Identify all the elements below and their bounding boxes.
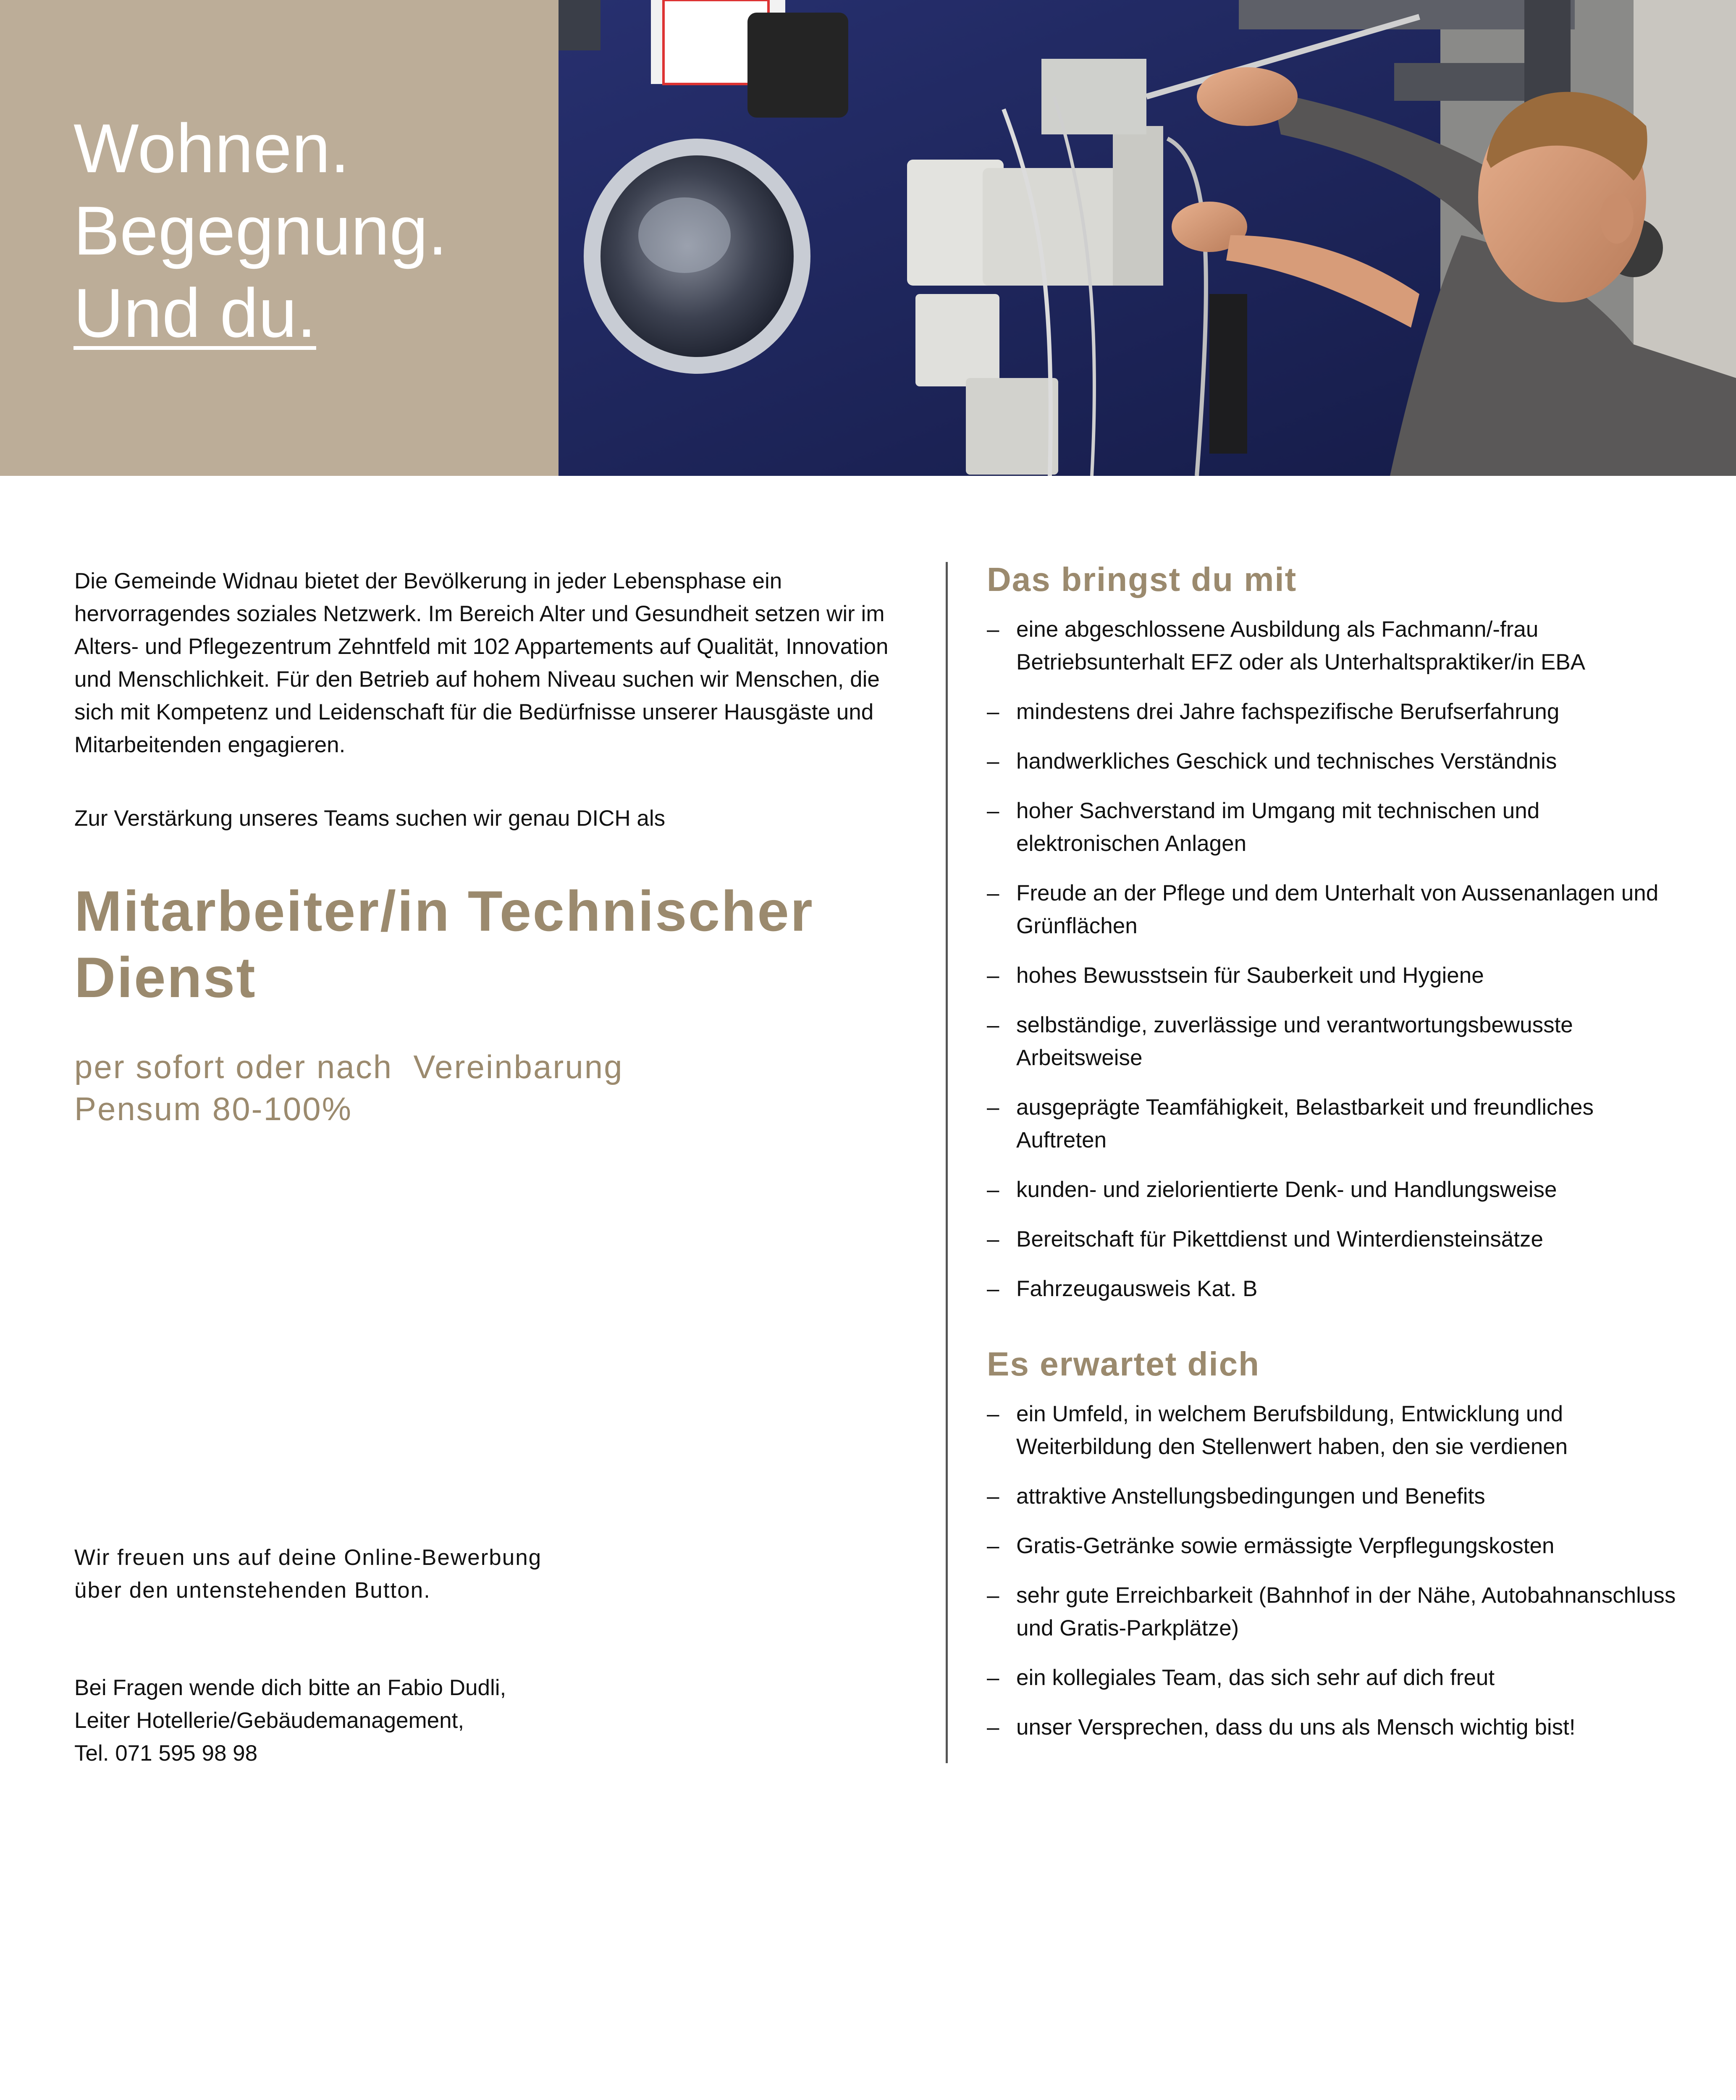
requirement-item-text: hohes Bewusstsein für Sauberkeit und Hygiene: [1016, 963, 1484, 988]
job-start: per sofort oder nach Vereinbarung: [74, 1048, 624, 1085]
benefit-item: [987, 1711, 1680, 1744]
hero-photo-technician: [559, 0, 1736, 476]
benefit-item-text: unser Versprechen, dass du uns als Mensch wichtig bist!: [1016, 1715, 1576, 1740]
hero-line-1: Wohnen.: [73, 110, 350, 187]
job-workload: Pensum 80-100%: [74, 1090, 353, 1127]
requirement-item: [987, 745, 1680, 778]
requirement-item-text: selbständige, zuverlässige und verantwortungsbewusste Arbeitsweise: [1016, 1013, 1573, 1070]
bullet-dash-icon: –: [987, 1177, 999, 1202]
hero-line-2: Begegnung.: [73, 192, 448, 269]
requirement-item: [987, 613, 1680, 679]
bullet-dash-icon: –: [987, 1665, 999, 1690]
benefit-item: [987, 1530, 1680, 1562]
benefit-item: [987, 1398, 1680, 1463]
bullet-dash-icon: –: [987, 1484, 999, 1509]
photo-illustration: [559, 0, 1736, 476]
hero-panel: [0, 0, 559, 476]
requirements-list: [987, 613, 1680, 1305]
requirement-item-text: handwerkliches Geschick und technisches Verständnis: [1016, 749, 1557, 774]
requirement-item-text: ausgeprägte Teamfähigkeit, Belastbarkeit und freundliches Auftreten: [1016, 1095, 1594, 1152]
requirement-item: [987, 696, 1680, 728]
column-divider: [946, 562, 948, 1763]
requirements-heading: Das bringst du mit: [987, 561, 1297, 598]
lead-sentence: Zur Verstärkung unseres Teams suchen wir genau DICH als: [74, 806, 666, 831]
apply-line-2: über den untenstehenden Button.: [74, 1578, 431, 1603]
requirement-item-text: Bereitschaft für Pikettdienst und Winterdiensteinsätze: [1016, 1227, 1543, 1252]
requirement-item: [987, 1223, 1680, 1256]
benefit-item-text: attraktive Anstellungsbedingungen und Benefits: [1016, 1484, 1485, 1509]
apply-line-1: Wir freuen uns auf deine Online-Bewerbung: [74, 1545, 542, 1570]
requirement-item-text: Freude an der Pflege und dem Unterhalt von Aussenanlagen und Grünflächen: [1016, 881, 1659, 938]
right-column: [987, 559, 1680, 1761]
bullet-dash-icon: –: [987, 1095, 999, 1120]
contact-line-1: Bei Fragen wende dich bitte an Fabio Dudli,: [74, 1675, 506, 1700]
benefits-heading: Es erwartet dich: [987, 1345, 1260, 1383]
hero-headline: [73, 107, 447, 354]
hero-line-3: Und du.: [73, 274, 316, 352]
benefit-item-text: sehr gute Erreichbarkeit (Bahnhof in der Nähe, Autobahnanschluss und Gratis-Parkplätze): [1016, 1583, 1676, 1641]
benefits-list: [987, 1398, 1680, 1744]
bullet-dash-icon: –: [987, 881, 999, 906]
benefit-item-text: Gratis-Getränke sowie ermässigte Verpflegungskosten: [1016, 1533, 1555, 1558]
bullet-dash-icon: –: [987, 963, 999, 988]
benefit-item: [987, 1662, 1680, 1694]
requirement-item: [987, 1009, 1680, 1074]
requirement-item: [987, 959, 1680, 992]
requirement-item-text: hoher Sachverstand im Umgang mit technischen und elektronischen Anlagen: [1016, 798, 1540, 856]
requirement-item-text: Fahrzeugausweis Kat. B: [1016, 1276, 1258, 1301]
bullet-dash-icon: –: [987, 749, 999, 774]
benefit-item: [987, 1579, 1680, 1645]
bullet-dash-icon: –: [987, 1276, 999, 1301]
bullet-dash-icon: –: [987, 617, 999, 642]
bullet-dash-icon: –: [987, 1402, 999, 1426]
benefit-item: [987, 1480, 1680, 1513]
requirement-item: [987, 1173, 1680, 1206]
bullet-dash-icon: –: [987, 1715, 999, 1740]
bullet-dash-icon: –: [987, 1013, 999, 1037]
intro-paragraph: Die Gemeinde Widnau bietet der Bevölkerung in jeder Lebensphase ein hervorragendes soziales Netzwerk. Im Bereich Alter und Gesundheit setzen wir im Alters- und Pflegezentrum Zehntfeld mit 102 Appartements auf Qualität, Innovation und Menschlichkeit. Für den Betrieb auf hohem Niveau suchen wir Menschen, die sich mit Kompetenz und Leidenschaft für die Bedürfnisse unserer Hausgäste und Mitarbeitenden engagieren.: [74, 569, 889, 757]
apply-note: [74, 1541, 914, 1607]
requirement-item: [987, 795, 1680, 860]
contact-line-2: Leiter Hotellerie/Gebäudemanagement,: [74, 1708, 464, 1733]
benefit-item-text: ein Umfeld, in welchem Berufsbildung, Entwicklung und Weiterbildung den Stellenwert haben, den sie verdienen: [1016, 1402, 1568, 1459]
contact-info: [74, 1672, 914, 1770]
job-title: Mitarbeiter/in Technischer Dienst: [74, 879, 814, 1009]
bullet-dash-icon: –: [987, 798, 999, 823]
job-conditions: [74, 1046, 914, 1130]
requirement-item: [987, 1091, 1680, 1157]
contact-phone: Tel. 071 595 98 98: [74, 1741, 258, 1766]
requirement-item-text: mindestens drei Jahre fachspezifische Berufserfahrung: [1016, 699, 1560, 724]
requirement-item-text: eine abgeschlossene Ausbildung als Fachmann/-frau Betriebsunterhalt EFZ oder als Unterhaltspraktiker/in EBA: [1016, 617, 1586, 675]
requirement-item-text: kunden- und zielorientierte Denk- und Handlungsweise: [1016, 1177, 1557, 1202]
benefit-item-text: ein kollegiales Team, das sich sehr auf dich freut: [1016, 1665, 1495, 1690]
bullet-dash-icon: –: [987, 1533, 999, 1558]
requirement-item: [987, 877, 1680, 942]
bullet-dash-icon: –: [987, 699, 999, 724]
bullet-dash-icon: –: [987, 1227, 999, 1252]
requirement-item: [987, 1273, 1680, 1305]
bullet-dash-icon: –: [987, 1583, 999, 1608]
